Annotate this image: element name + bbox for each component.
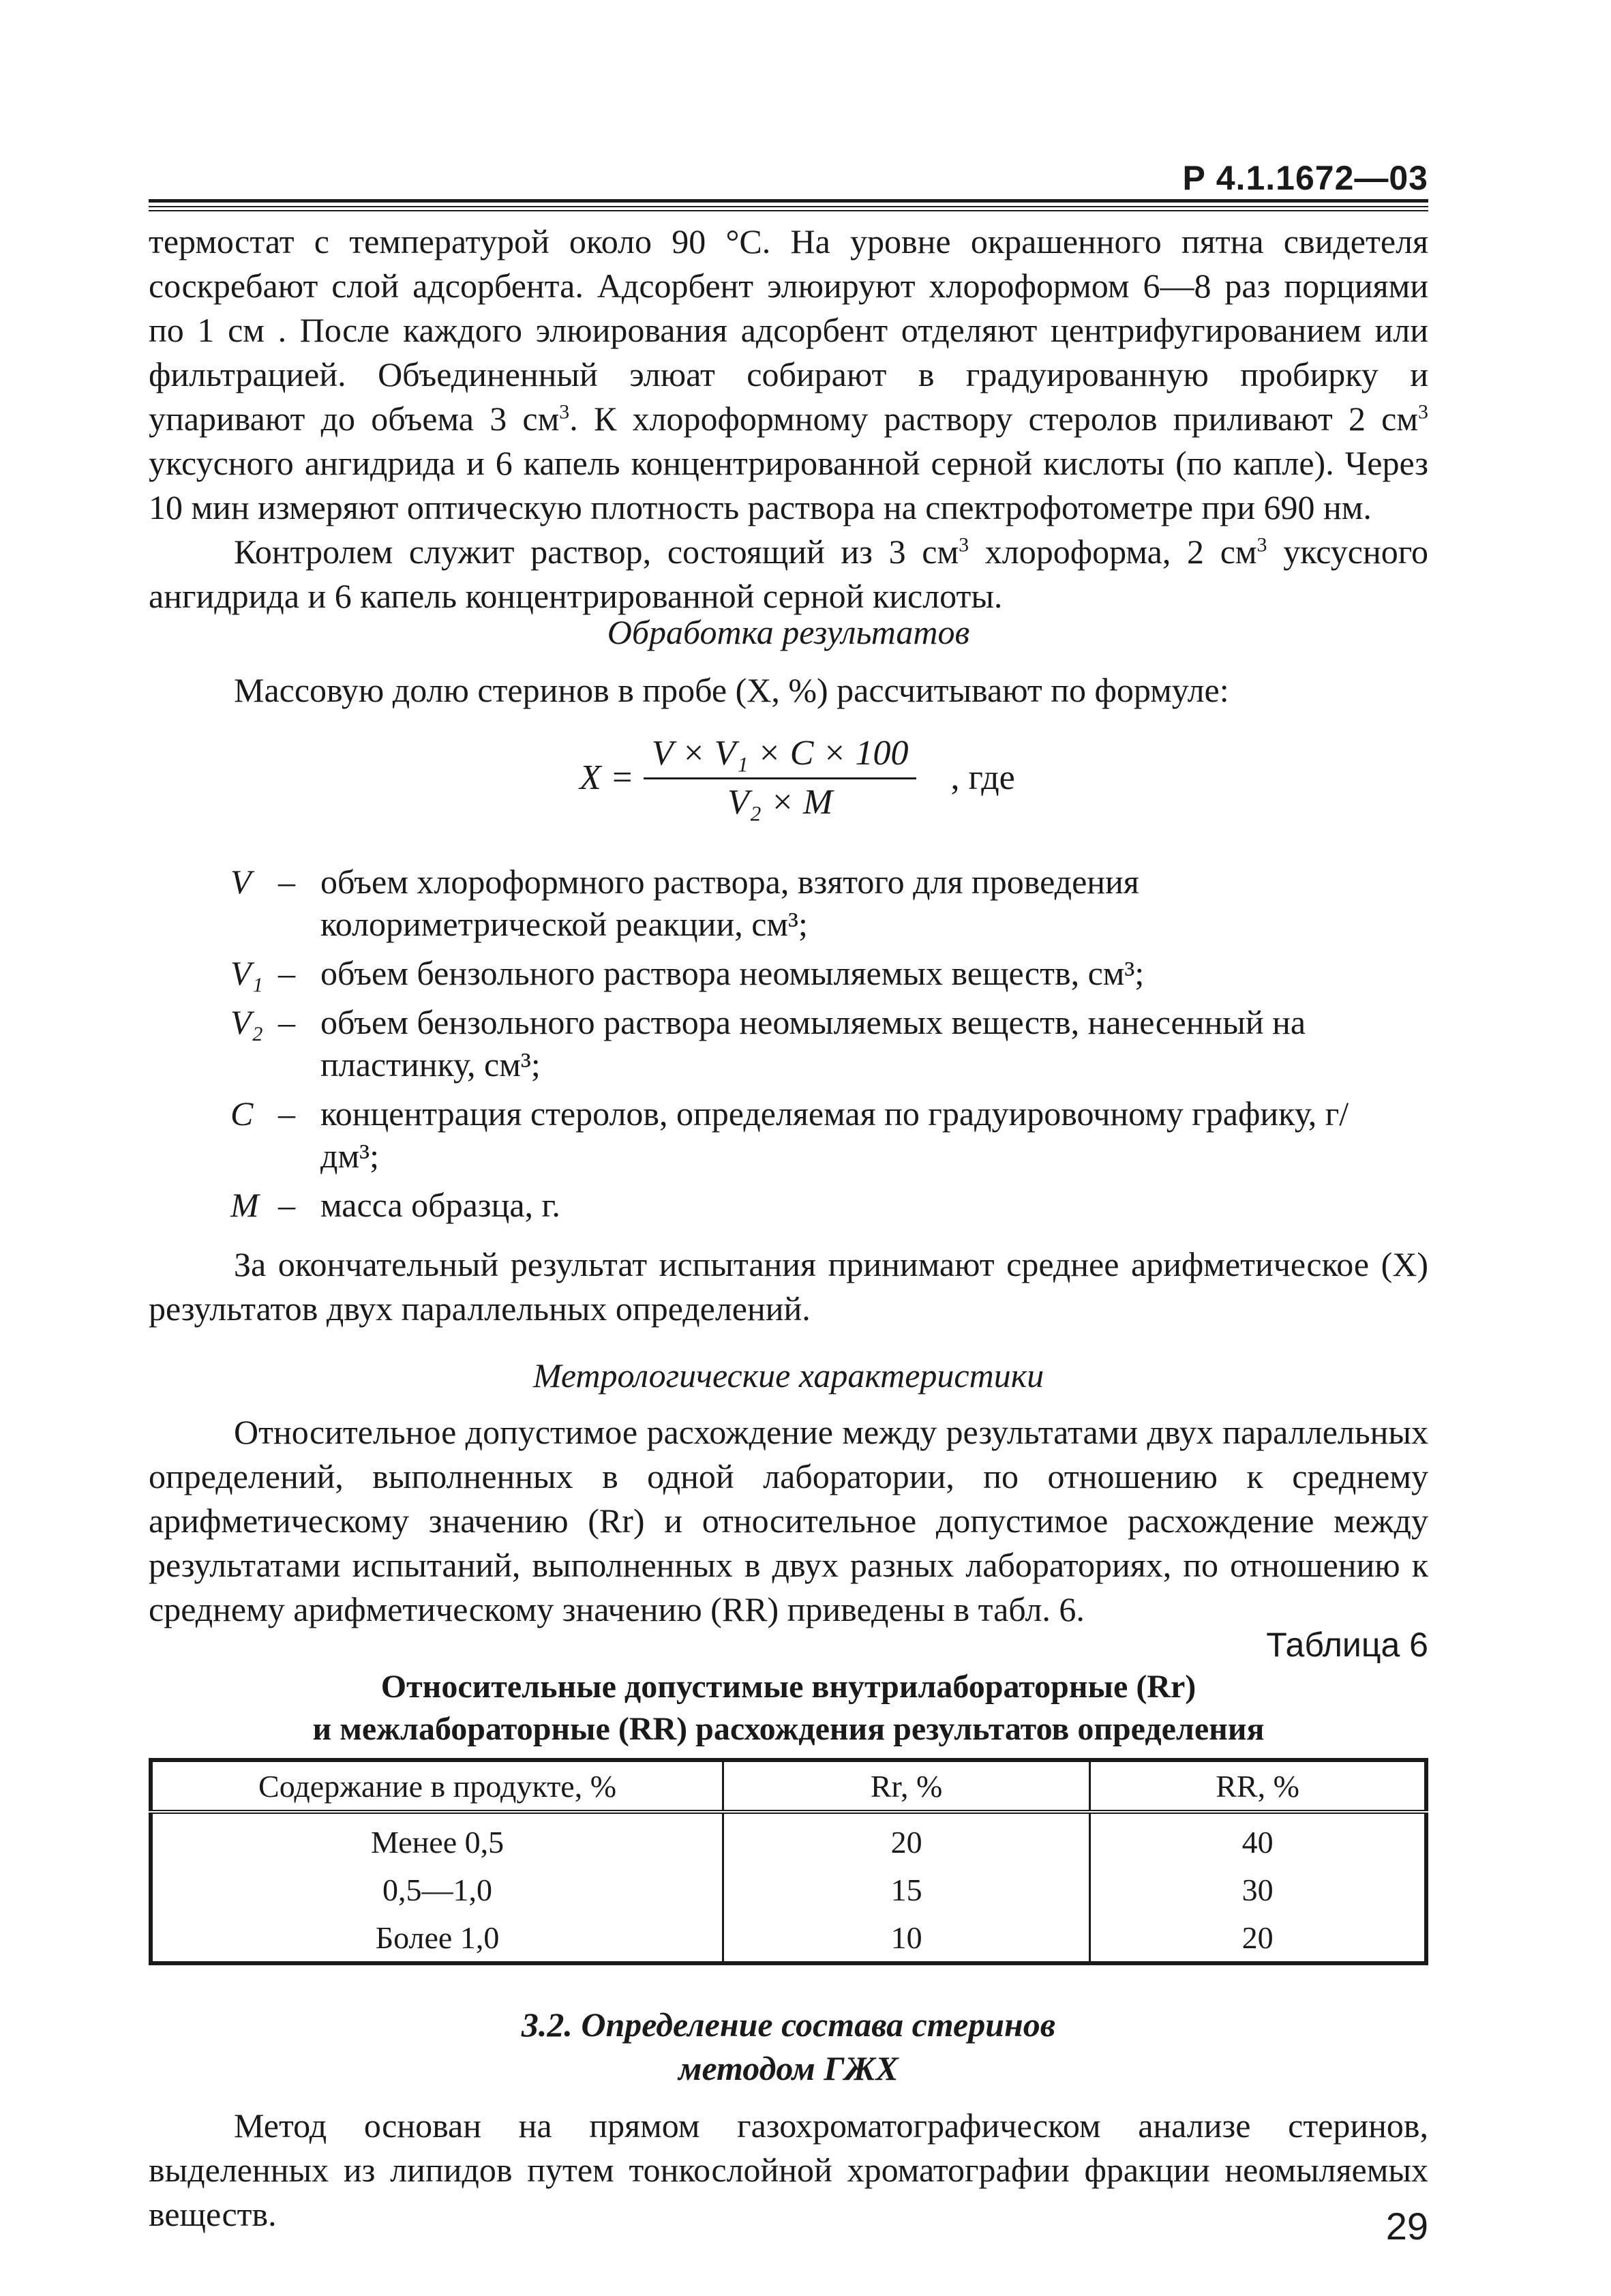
- document-code: Р 4.1.1672—03: [1182, 159, 1428, 197]
- page-number: 29: [1385, 2205, 1428, 2248]
- table-number: Таблица 6: [1266, 1626, 1428, 1664]
- table-cell: Менее 0,5: [370, 1824, 505, 1860]
- p2-text-a: Контролем служит раствор, состоящий из 3 см: [234, 533, 959, 571]
- table-row: [151, 1866, 1426, 1913]
- definition-symbol: V: [230, 863, 252, 901]
- table-title-line-1: Относительные допустимые внутрилабораторные (Rr): [380, 1669, 1196, 1705]
- subsection-heading: [149, 2003, 1428, 2090]
- definition-item: [230, 861, 1389, 945]
- p2-text-b: хлороформа, 2 см: [969, 533, 1257, 571]
- table-cell: 40: [1090, 1812, 1426, 1866]
- definition-symbol: C: [230, 1094, 254, 1133]
- subsection-title-line-1: 3.2. Определение состава стеринов: [521, 2006, 1056, 2044]
- definition-dash: –: [278, 863, 295, 901]
- heading-results: Обработка результатов: [607, 613, 970, 651]
- heading-metrology: Метрологические характеристики: [532, 1356, 1044, 1395]
- definition-item: [230, 952, 1389, 994]
- definition-text: масса образца, г.: [320, 1186, 560, 1224]
- definition-text: концентрация стеролов, определяемая по градуировочному графику, г/дм³;: [320, 1094, 1349, 1175]
- tolerance-table: [149, 1758, 1428, 1965]
- table-cell: 30: [1090, 1866, 1426, 1913]
- formula-where: , где: [950, 758, 1015, 797]
- table-cell: 10: [723, 1913, 1090, 1963]
- formula-numerator: V × V₁ × C × 100: [644, 733, 917, 779]
- header-rule-thin: [149, 206, 1428, 207]
- definition-dash: –: [278, 954, 295, 992]
- formula-lhs: X =: [579, 758, 634, 797]
- definition-dash: –: [278, 1094, 295, 1133]
- table-cell: 15: [723, 1866, 1090, 1913]
- p1-text-b: . К хлороформному раствору стеролов приливают 2 см: [569, 400, 1418, 438]
- definition-item: [230, 1184, 1389, 1226]
- definition-symbol: V₁: [230, 954, 263, 992]
- subsection-title-line-2: методом ГЖХ: [678, 2049, 899, 2087]
- table-cell: 20: [723, 1812, 1090, 1866]
- formula-denominator: V₂ × M: [727, 783, 833, 822]
- definition-item: [230, 1092, 1389, 1177]
- definition-item: [230, 1001, 1389, 1086]
- definition-symbol: V₂: [230, 1003, 263, 1041]
- definition-text: объем бензольного раствора неомыляемых веществ, см³;: [320, 954, 1145, 992]
- header-rule-thin-2: [149, 210, 1428, 211]
- final-result-paragraph: За окончательный результат испытания принимают среднее арифметическое (X) результатов двух параллельных определений.: [149, 1245, 1428, 1328]
- definitions-list: [230, 861, 1389, 1233]
- p1-sup-b: 3: [1417, 400, 1428, 423]
- table-header-row: [151, 1760, 1426, 1812]
- definition-dash: –: [278, 1003, 295, 1041]
- metrology-paragraph: Относительное допустимое расхождение между результатами двух параллельных определений, выполненных в одной лаборатории, по отношению к среднему арифметическому значению (Rr) и относительное допустимое расхождение между результатами испытаний, выполненных в двух разных лабораториях, по отношению к среднему арифметическому значению (RR) приведены в табл. 6.: [149, 1413, 1428, 1628]
- definition-dash: –: [278, 1186, 295, 1224]
- table-cell: 20: [1090, 1913, 1426, 1963]
- table-header-cell: RR, %: [1090, 1760, 1426, 1812]
- table-header-cell: Rr, %: [723, 1760, 1090, 1812]
- table-cell: 0,5—1,0: [382, 1872, 493, 1907]
- table-header-cell: Содержание в продукте, %: [151, 1760, 723, 1812]
- table-title: [149, 1666, 1428, 1750]
- definition-text: объем хлороформного раствора, взятого для проведения колориметрической реакции, см³;: [320, 863, 1139, 943]
- p2-sup-2: 3: [1256, 533, 1267, 556]
- table-row: [151, 1913, 1426, 1963]
- p1-text-c: уксусного ангидрида и 6 капель концентрированной серной кислоты (по капле). Через 10 мин измеряют оптическую плотность раствора на спектрофотометре при 690 нм.: [149, 444, 1428, 526]
- definition-text: объем бензольного раствора неомыляемых веществ, нанесенный на пластинку, см³;: [320, 1003, 1306, 1084]
- p1-sup: 3: [559, 400, 570, 423]
- header-rule-thick: [149, 199, 1428, 203]
- definition-symbol: M: [230, 1186, 259, 1224]
- table-title-line-2: и межлабораторные (RR) расхождения результатов определения: [312, 1711, 1265, 1747]
- subsection-paragraph: Метод основан на прямом газохроматографическом анализе стеринов, выделенных из липидов путем тонкослойной хроматографии фракции неомыляемых веществ.: [149, 2106, 1428, 2233]
- p1-text: термостат с температурой около 90 °С. На уровне окрашенного пятна свидетеля соскребают слой адсорбента. Адсорбент элюируют хлороформом 6—8 раз порциями по 1 см . После каждого элюирования адсорбент отделяют центрифугированием или фильтрацией. Объединенный элюат собирают в градуированную пробирку и упаривают до объема 3 см: [149, 222, 1428, 438]
- formula-fraction: [644, 733, 917, 822]
- table-cell: Более 1,0: [375, 1920, 500, 1955]
- table-row: [151, 1812, 1426, 1866]
- p2-sup-1: 3: [959, 533, 969, 556]
- formula-intro: Массовую долю стеринов в пробе (X, %) рассчитывают по формуле:: [234, 671, 1229, 709]
- p2-text-c: уксусного ангидрида и 6 капель концентрированной серной кислоты.: [149, 533, 1428, 615]
- formula: [579, 733, 1015, 822]
- paragraph-procedure: [149, 220, 1428, 618]
